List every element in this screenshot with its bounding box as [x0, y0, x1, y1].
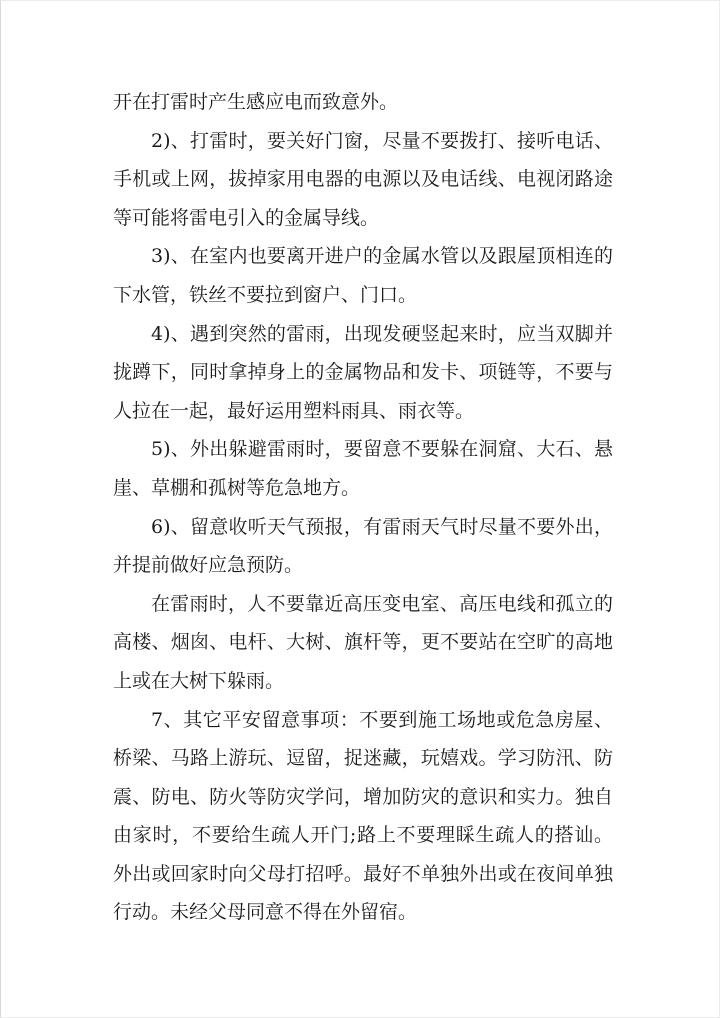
document-body — [113, 83, 613, 932]
paragraph-item-6: 6)、留意收听天气预报，有雷雨天气时尽量不要外出，并提前做好应急预防。 — [113, 515, 613, 577]
paragraph-item-7: 7、其它平安留意事项：不要到施工场地或危急房屋、桥梁、马路上游玩、逗留，捉迷藏，玩嬉戏。学习防汛、防震、防电、防火等防灾学问，增加防灾的意识和实力。独自由家时，不要给生疏人开门;路上不要理睬生疏人的搭讪。外出或回家时向父母打招呼。最好不单独外出或在夜间单独行动。未经父母同意不得在外留宿。 — [113, 708, 613, 924]
paragraph-item-4: 4)、遇到突然的雷雨，出现发硬竖起来时，应当双脚并拢蹲下，同时拿掉身上的金属物品和发卡、项链等，不要与人拉在一起，最好运用塑料雨具、雨衣等。 — [113, 322, 613, 422]
paragraph-thunderstorm-note: 在雷雨时，人不要靠近高压变电室、高压电线和孤立的高楼、烟囱、电杆、大树、旗杆等，更不要站在空旷的高地上或在大树下躲雨。 — [113, 592, 613, 692]
paragraph-continuation: 开在打雷时产生感应电而致意外。 — [113, 91, 399, 113]
paragraph-item-5: 5)、外出躲避雷雨时，要留意不要躲在洞窟、大石、悬崖、草棚和孤树等危急地方。 — [113, 438, 613, 499]
paragraph-item-2: 2)、打雷时，要关好门窗，尽量不要拨打、接听电话、手机或上网，拔掉家用电器的电源以及电话线、电视闭路途等可能将雷电引入的金属导线。 — [113, 129, 613, 229]
paragraph-item-3: 3)、在室内也要离开进户的金属水管以及跟屋顶相连的下水管，铁丝不要拉到窗户、门口。 — [113, 245, 613, 306]
